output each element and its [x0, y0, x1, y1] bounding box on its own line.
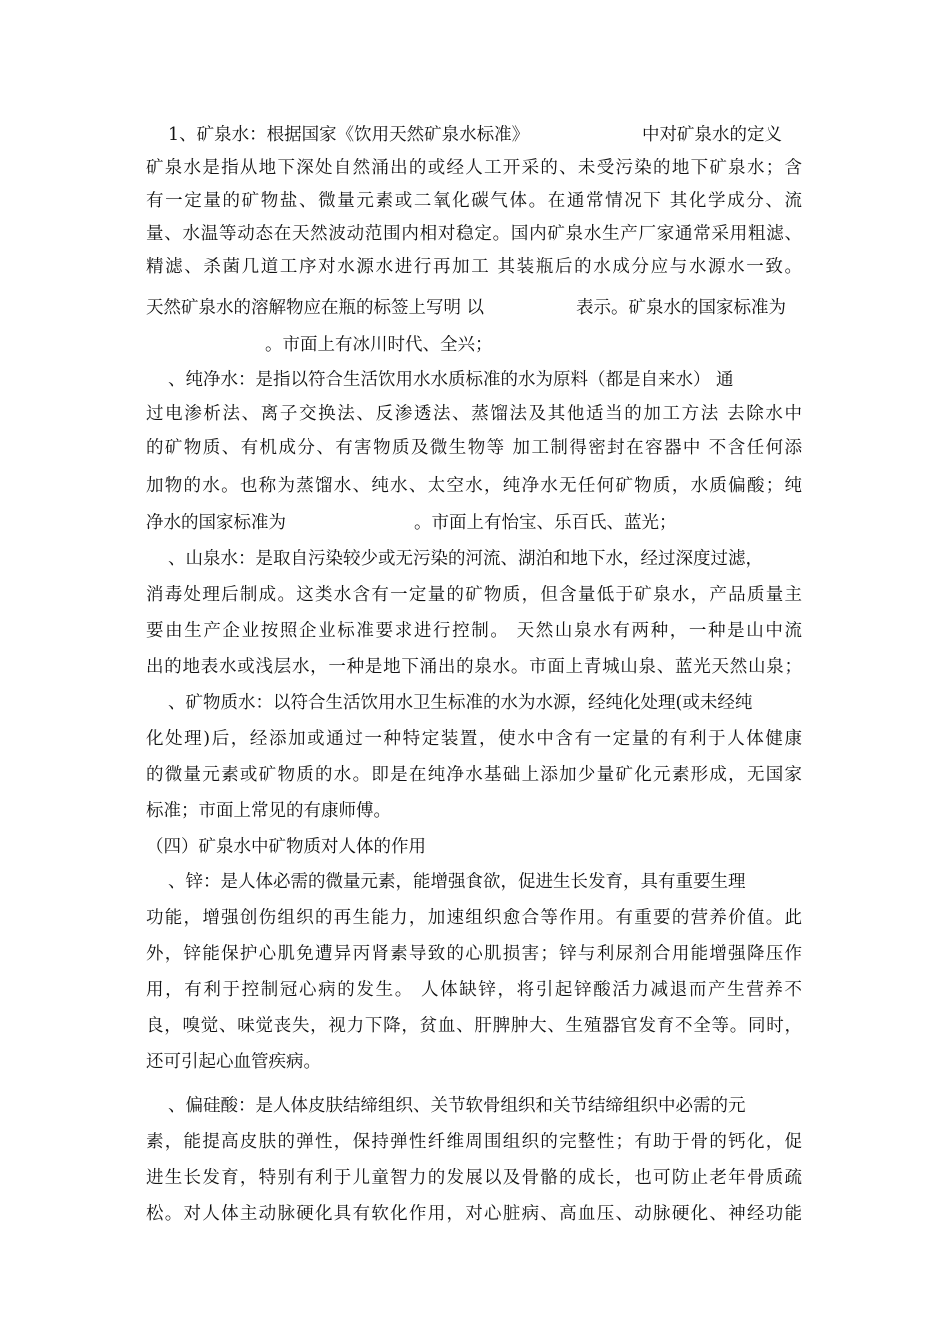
- text-line: 。市面上有怡宝、乐百氏、蓝光；: [414, 513, 677, 533]
- text-line: 要由生产企业按照企业标准要求进行控制。 天然山泉水有两种，一种是山中流: [146, 621, 802, 641]
- text-line: 净水的国家标准为: [146, 513, 286, 533]
- text-line: 、山泉水：是取自污染较少或无污染的河流、湖泊和地下水，经过深度过滤，: [168, 549, 763, 569]
- text-line: 、偏硅酸：是人体皮肤结缔组织、关节软骨组织和关节结缔组织中必需的元: [168, 1096, 746, 1116]
- text-line: 功能，增强创伤组织的再生能力，加速组织愈合等作用。有重要的营养价值。此: [146, 908, 802, 928]
- text-line: 消毒处理后制成。这类水含有一定量的矿物质，但含量低于矿泉水，产品质量主: [146, 585, 802, 605]
- text-line: 素，能提高皮肤的弹性，保持弹性纤维周围组织的完整性；有助于骨的钙化，促: [146, 1132, 802, 1152]
- text-line: 、纯净水：是指以符合生活饮用水水质标准的水为原料（都是自来水） 通: [168, 370, 734, 390]
- text-line: 松。对人体主动脉硬化具有软化作用，对心脏病、高血压、动脉硬化、神经功能: [146, 1204, 802, 1224]
- text-line: 天然矿泉水的溶解物应在瓶的标签上写明 以: [146, 298, 485, 318]
- text-line: 的微量元素或矿物质的水。即是在纯净水基础上添加少量矿化元素形成，无国家: [146, 765, 802, 785]
- text-line: 表示。矿泉水的国家标准为: [576, 298, 786, 318]
- text-line: 良，嗅觉、味觉丧失，视力下降，贫血、肝脾肿大、生殖器官发育不全等。同时，: [146, 1016, 802, 1036]
- text-line: 1、矿泉水：根据国家《饮用天然矿泉水标准》: [168, 125, 530, 145]
- text-line: 进生长发育，特别有利于儿童智力的发展以及骨骼的成长，也可防止老年骨质疏: [146, 1168, 802, 1188]
- text-line: 量、水温等动态在天然波动范围内相对稳定。国内矿泉水生产厂家通常采用粗滤、: [146, 224, 802, 244]
- text-line: 化处理)后，经添加或通过一种特定装置，使水中含有一定量的有利于人体健康: [146, 729, 802, 749]
- text-line: 。市面上有冰川时代、全兴；: [265, 335, 493, 355]
- text-line: 还可引起心血管疾病。: [146, 1052, 321, 1072]
- text-line: 精滤、杀菌几道工序对水源水进行再加工 其装瓶后的水成分应与水源水一致。: [146, 257, 802, 277]
- text-line: 的矿物质、有机成分、有害物质及微生物等 加工制得密封在容器中 不含任何添: [146, 438, 802, 458]
- text-line: 过电渗析法、离子交换法、反渗透法、蒸馏法及其他适当的加工方法 去除水中: [146, 404, 802, 424]
- text-line: 加物的水。也称为蒸馏水、纯水、太空水，纯净水无任何矿物质，水质偏酸；纯: [146, 476, 802, 496]
- text-line: 矿泉水是指从地下深处自然涌出的或经人工开采的、未受污染的地下矿泉水；含: [146, 158, 802, 178]
- text-line: 、锌：是人体必需的微量元素，能增强食欲，促进生长发育，具有重要生理: [168, 872, 746, 892]
- text-line: 标准；市面上常见的有康师傅。: [146, 801, 391, 821]
- text-line: 、矿物质水：以符合生活饮用水卫生标准的水为水源，经纯化处理(或未经纯: [168, 693, 753, 713]
- text-line: 出的地表水或浅层水，一种是地下涌出的泉水。市面上青城山泉、蓝光天然山泉；: [146, 657, 802, 677]
- text-line: 中对矿泉水的定义: [642, 125, 782, 145]
- section-heading: （四）矿泉水中矿物质对人体的作用: [146, 837, 426, 857]
- text-line: 用，有利于控制冠心病的发生。 人体缺锌，将引起锌酸活力减退而产生营养不: [146, 980, 802, 1000]
- text-line: 外，锌能保护心肌免遭异丙肾素导致的心肌损害；锌与利尿剂合用能增强降压作: [146, 944, 802, 964]
- text-line: 有一定量的矿物盐、微量元素或二氧化碳气体。在通常情况下 其化学成分、流: [146, 191, 802, 211]
